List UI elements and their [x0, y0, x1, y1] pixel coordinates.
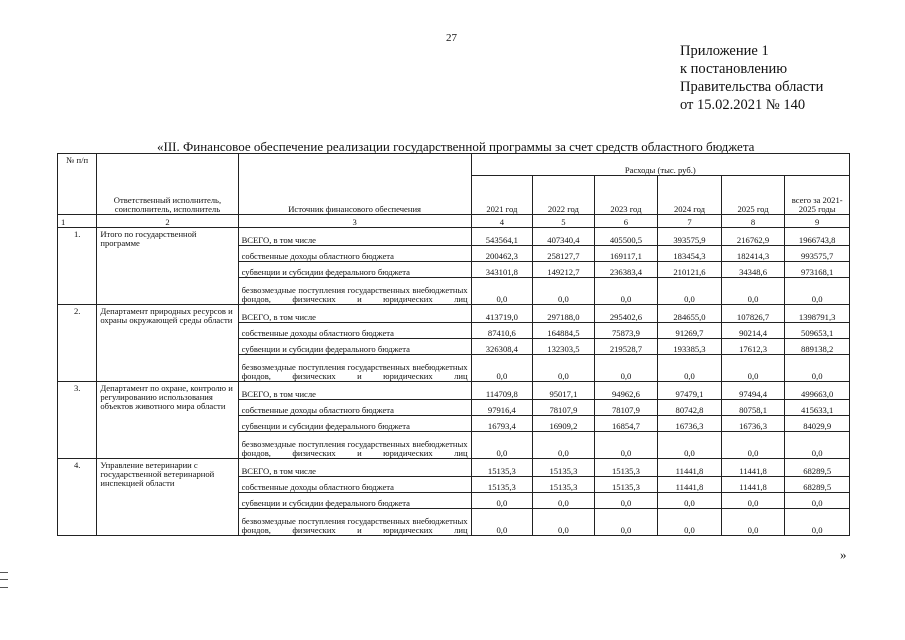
executor-cell: Департамент природных ресурсов и охраны окружающей среды области [97, 305, 238, 382]
value-cell: 889138,2 [785, 339, 850, 355]
value-cell: 284655,0 [658, 305, 722, 323]
source-cell: субвенции и субсидии федерального бюджета [238, 262, 471, 278]
source-cell: собственные доходы областного бюджета [238, 400, 471, 416]
value-cell: 297188,0 [533, 305, 595, 323]
value-cell: 68289,5 [785, 459, 850, 477]
value-cell: 114709,8 [471, 382, 533, 400]
column-number: 5 [533, 215, 595, 228]
value-cell: 193385,3 [658, 339, 722, 355]
header-source: Источник финансового обеспечения [238, 154, 471, 215]
value-cell: 0,0 [658, 432, 722, 459]
column-number: 6 [594, 215, 658, 228]
column-number: 2 [97, 215, 238, 228]
value-cell: 0,0 [594, 355, 658, 382]
page-number: 27 [446, 32, 457, 44]
value-cell: 75873,9 [594, 323, 658, 339]
appendix-line: к постановлению [680, 61, 788, 77]
row-number: 4. [58, 459, 97, 536]
table-row [58, 228, 850, 246]
value-cell: 16736,3 [658, 416, 722, 432]
financing-table [57, 153, 850, 536]
value-cell: 16736,3 [721, 416, 785, 432]
value-cell: 183454,3 [658, 246, 722, 262]
column-number: 8 [721, 215, 785, 228]
value-cell: 0,0 [471, 509, 533, 536]
source-cell: субвенции и субсидии федерального бюджета [238, 339, 471, 355]
value-cell: 169117,1 [594, 246, 658, 262]
value-cell: 80742,8 [658, 400, 722, 416]
source-cell: собственные доходы областного бюджета [238, 323, 471, 339]
value-cell: 16793,4 [471, 416, 533, 432]
source-cell: ВСЕГО, в том числе [238, 305, 471, 323]
value-cell: 17612,3 [721, 339, 785, 355]
value-cell: 236383,4 [594, 262, 658, 278]
value-cell: 15135,3 [471, 477, 533, 493]
value-cell: 78107,9 [594, 400, 658, 416]
value-cell: 164884,5 [533, 323, 595, 339]
header-year: 2025 год [721, 176, 785, 215]
appendix-note [680, 42, 823, 114]
value-cell: 11441,8 [658, 477, 722, 493]
appendix-line: Приложение 1 [680, 43, 769, 59]
value-cell: 182414,3 [721, 246, 785, 262]
value-cell: 0,0 [594, 509, 658, 536]
value-cell: 405500,5 [594, 228, 658, 246]
row-number: 2. [58, 305, 97, 382]
source-cell: ВСЕГО, в том числе [238, 459, 471, 477]
value-cell: 15135,3 [533, 459, 595, 477]
value-cell: 132303,5 [533, 339, 595, 355]
value-cell: 97479,1 [658, 382, 722, 400]
value-cell: 0,0 [785, 278, 850, 305]
value-cell: 0,0 [785, 493, 850, 509]
value-cell: 0,0 [471, 278, 533, 305]
value-cell: 0,0 [785, 432, 850, 459]
table-row [58, 382, 850, 400]
value-cell: 509653,1 [785, 323, 850, 339]
value-cell: 91269,7 [658, 323, 722, 339]
value-cell: 393575,9 [658, 228, 722, 246]
header-year: всего за 2021-2025 годы [785, 176, 850, 215]
source-cell: собственные доходы областного бюджета [238, 246, 471, 262]
value-cell: 0,0 [594, 493, 658, 509]
column-number: 1 [58, 215, 97, 228]
header-num: № п/п [58, 154, 97, 215]
value-cell: 149212,7 [533, 262, 595, 278]
value-cell: 0,0 [471, 432, 533, 459]
value-cell: 200462,3 [471, 246, 533, 262]
value-cell: 15135,3 [594, 477, 658, 493]
value-cell: 0,0 [721, 278, 785, 305]
closing-quote: » [840, 547, 847, 562]
value-cell: 95017,1 [533, 382, 595, 400]
source-cell: собственные доходы областного бюджета [238, 477, 471, 493]
value-cell: 0,0 [658, 509, 722, 536]
value-cell: 11441,8 [658, 459, 722, 477]
value-cell: 216762,9 [721, 228, 785, 246]
value-cell: 1398791,3 [785, 305, 850, 323]
margin-mark [0, 572, 8, 588]
value-cell: 0,0 [721, 493, 785, 509]
value-cell: 219528,7 [594, 339, 658, 355]
value-cell: 413719,0 [471, 305, 533, 323]
executor-cell: Управление ветеринарии с государственной ветеринарной инспекцией области [97, 459, 238, 536]
value-cell: 0,0 [533, 355, 595, 382]
value-cell: 499663,0 [785, 382, 850, 400]
value-cell: 0,0 [721, 355, 785, 382]
table-row [58, 305, 850, 323]
value-cell: 80758,1 [721, 400, 785, 416]
value-cell: 0,0 [533, 493, 595, 509]
source-cell: ВСЕГО, в том числе [238, 228, 471, 246]
value-cell: 0,0 [594, 432, 658, 459]
value-cell: 15135,3 [594, 459, 658, 477]
row-number: 3. [58, 382, 97, 459]
value-cell: 343101,8 [471, 262, 533, 278]
value-cell: 295402,6 [594, 305, 658, 323]
appendix-line: от 15.02.2021 № 140 [680, 97, 806, 113]
value-cell: 326308,4 [471, 339, 533, 355]
value-cell: 15135,3 [533, 477, 595, 493]
value-cell: 0,0 [658, 278, 722, 305]
header-year: 2021 год [471, 176, 533, 215]
value-cell: 84029,9 [785, 416, 850, 432]
appendix-line: Правительства области [680, 79, 824, 95]
value-cell: 90214,4 [721, 323, 785, 339]
source-cell: безвозмездные поступления государственных внебюджетных фондов, физических и юридических лиц [238, 509, 471, 536]
section-title: «III. Финансовое обеспечение реализации государственной программы за счет средств областного бюджета [157, 139, 755, 154]
value-cell: 0,0 [658, 355, 722, 382]
value-cell: 68289,5 [785, 477, 850, 493]
value-cell: 415633,1 [785, 400, 850, 416]
value-cell: 0,0 [471, 493, 533, 509]
column-number: 7 [658, 215, 722, 228]
column-number: 9 [785, 215, 850, 228]
value-cell: 11441,8 [721, 477, 785, 493]
source-cell: ВСЕГО, в том числе [238, 382, 471, 400]
header-expenses: Расходы (тыс. руб.) [471, 154, 849, 176]
value-cell: 0,0 [658, 493, 722, 509]
source-cell: субвенции и субсидии федерального бюджета [238, 493, 471, 509]
header-year: 2023 год [594, 176, 658, 215]
value-cell: 16854,7 [594, 416, 658, 432]
value-cell: 94962,6 [594, 382, 658, 400]
value-cell: 0,0 [471, 355, 533, 382]
value-cell: 0,0 [594, 278, 658, 305]
value-cell: 1966743,8 [785, 228, 850, 246]
source-cell: безвозмездные поступления государственных внебюджетных фондов, физических и юридических лиц [238, 432, 471, 459]
value-cell: 34348,6 [721, 262, 785, 278]
value-cell: 993575,7 [785, 246, 850, 262]
value-cell: 0,0 [785, 509, 850, 536]
source-cell: безвозмездные поступления государственных внебюджетных фондов, физических и юридических лиц [238, 355, 471, 382]
source-cell: субвенции и субсидии федерального бюджета [238, 416, 471, 432]
value-cell: 97916,4 [471, 400, 533, 416]
value-cell: 210121,6 [658, 262, 722, 278]
value-cell: 97494,4 [721, 382, 785, 400]
header-year: 2022 год [533, 176, 595, 215]
value-cell: 973168,1 [785, 262, 850, 278]
row-number: 1. [58, 228, 97, 305]
header-year: 2024 год [658, 176, 722, 215]
value-cell: 0,0 [533, 432, 595, 459]
column-number: 3 [238, 215, 471, 228]
value-cell: 16909,2 [533, 416, 595, 432]
header-executor: Ответственный исполнитель, соисполнитель, исполнитель [97, 154, 238, 215]
value-cell: 78107,9 [533, 400, 595, 416]
value-cell: 0,0 [721, 509, 785, 536]
value-cell: 0,0 [533, 278, 595, 305]
value-cell: 258127,7 [533, 246, 595, 262]
value-cell: 87410,6 [471, 323, 533, 339]
executor-cell: Департамент по охране, контролю и регулированию использования объектов животного мира области [97, 382, 238, 459]
value-cell: 0,0 [721, 432, 785, 459]
value-cell: 543564,1 [471, 228, 533, 246]
executor-cell: Итого по государственной программе [97, 228, 238, 305]
value-cell: 107826,7 [721, 305, 785, 323]
column-number: 4 [471, 215, 533, 228]
source-cell: безвозмездные поступления государственных внебюджетных фондов, физических и юридических лиц [238, 278, 471, 305]
value-cell: 407340,4 [533, 228, 595, 246]
value-cell: 0,0 [785, 355, 850, 382]
value-cell: 11441,8 [721, 459, 785, 477]
table-row [58, 459, 850, 477]
value-cell: 0,0 [533, 509, 595, 536]
value-cell: 15135,3 [471, 459, 533, 477]
